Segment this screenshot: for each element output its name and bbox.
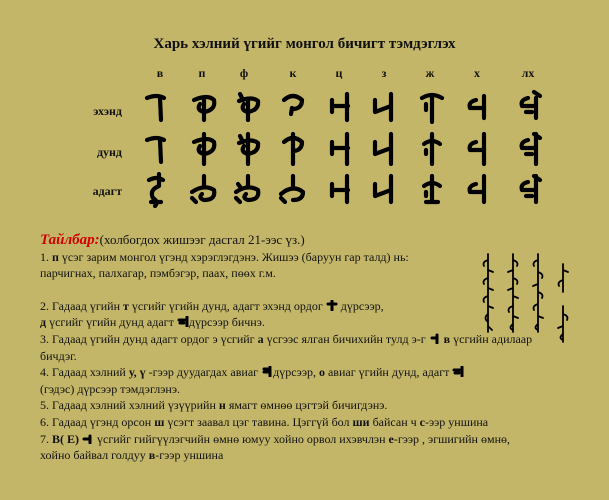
column-header-z: з — [381, 66, 387, 80]
letter-glyph — [512, 172, 548, 208]
letter-glyph — [139, 172, 175, 208]
letter-glyph — [414, 88, 450, 124]
letter-glyph — [186, 88, 222, 124]
glyph-icon — [326, 300, 338, 311]
note-3: 3. Гадаад үгийн дунд адагт ордог э үсгийг а үсгээс ялган бичихийн тулд э-г в үсгийн адилаар бичдэг. — [40, 331, 533, 363]
row-header-initial: эхэнд — [93, 104, 122, 118]
row-header-final: адагт — [92, 184, 122, 198]
note-4: 4. Гадаад хэлний у, ү -гээр дуудагдах авиаг дүрсээр, о авиаг үгийн дунд, адагт (гэдэс) дүрсээр тэмдэглэнэ. — [40, 364, 540, 397]
note-1: 1. п үсэг зарим монгол үгэнд хэрэглэгдэнэ. Жишээ (баруун гар талд) нь: парчигнах, палхагар, пэмбэгэр, паах, пөөх г.м. — [40, 249, 409, 281]
letter-glyph — [324, 130, 360, 166]
letter-glyph — [139, 88, 175, 124]
page-title: Харь хэлний үгийг монгол бичигт тэмдэглэх — [153, 36, 456, 52]
column-header-f: ф — [239, 66, 249, 80]
letter-glyph — [230, 88, 266, 124]
column-header-ts: ц — [335, 66, 343, 80]
letter-glyph — [414, 130, 450, 166]
vertical-script-word — [505, 252, 521, 334]
note-6: 6. Гадаад үгэнд орсон ш үсэгт заавал цэг тавина. Цэггүй бол ши байсан ч с-ээр уншина — [40, 414, 489, 429]
column-header-k: к — [289, 66, 297, 80]
note-2: 2. Гадаад үгийн т үсгийг үгийн дунд, адагт эхэнд ордог дүрсээр, д үсгийг үгийн дунд адагт дүрсээр бичнэ. — [40, 298, 384, 330]
vertical-script-word — [555, 262, 571, 334]
column-header-p: п — [198, 66, 206, 80]
letter-glyph — [186, 172, 222, 208]
glyph-icon — [452, 366, 464, 377]
notes-section — [40, 232, 540, 464]
column-header-zh: ж — [425, 66, 435, 80]
letter-glyph — [275, 130, 311, 166]
letter-glyph — [367, 172, 403, 208]
glyph-icon — [177, 316, 189, 327]
glyph-icon — [82, 433, 94, 444]
letter-glyph — [460, 88, 496, 124]
letter-glyph — [275, 88, 311, 124]
glyph-icon — [429, 333, 441, 344]
letter-glyph — [460, 130, 496, 166]
row-header-medial: дунд — [96, 145, 122, 159]
letter-glyph — [230, 130, 266, 166]
glyph-icon — [261, 366, 273, 377]
vertical-script-word — [480, 252, 496, 334]
letter-glyph — [512, 88, 548, 124]
letter-glyph — [512, 130, 548, 166]
letter-glyph — [324, 172, 360, 208]
letter-glyph — [275, 172, 311, 208]
notes-label: Тайлбар: — [40, 232, 100, 248]
letter-glyph — [324, 88, 360, 124]
column-header-kh: х — [474, 66, 480, 80]
letter-glyph — [230, 172, 266, 208]
column-header-lh: лх — [521, 66, 535, 80]
notes-heading — [40, 232, 540, 249]
vertical-script-word — [530, 252, 546, 334]
note-5: 5. Гадаад хэлний хэлний үзүүрийн н ямагт өмнөө цэгтэй бичигдэнэ. — [40, 398, 388, 413]
column-header-v: в — [156, 66, 164, 80]
notes-label-suffix: (холбогдох жишээг дасгал 21-ээс үз.) — [99, 232, 305, 247]
note-7: 7. В( Е) үсгийг гийгүүлэгчийн өмнө юмуу хойно орвол ихэвчлэн е-гээр , эгшигийн өмнө, хойно байвал голдуу в-гээр уншина — [40, 431, 510, 463]
letter-glyph — [460, 172, 496, 208]
letter-glyph — [186, 130, 222, 166]
letter-glyph — [139, 130, 175, 166]
letter-glyph — [367, 88, 403, 124]
letter-glyph — [414, 172, 450, 208]
letter-glyph — [367, 130, 403, 166]
